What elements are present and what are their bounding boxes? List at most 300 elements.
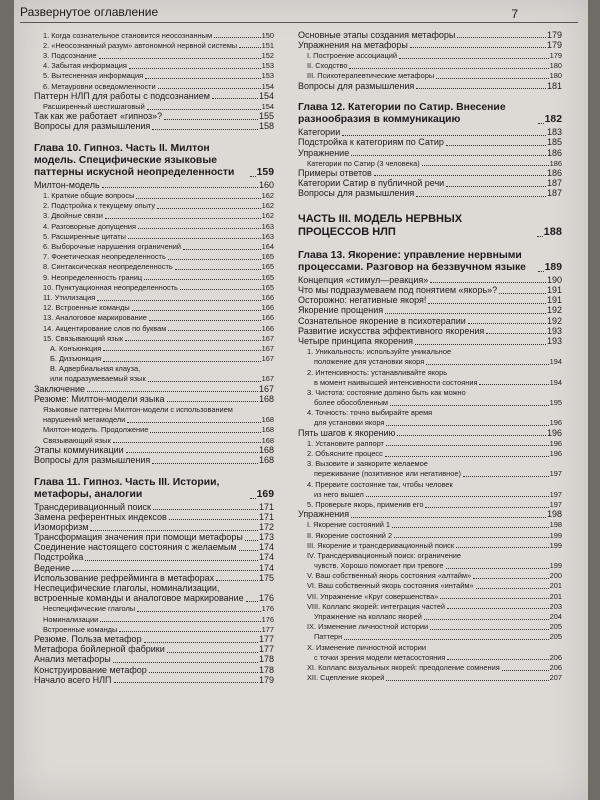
dot-leader <box>351 517 546 518</box>
entry-page: 199 <box>549 530 562 540</box>
entry-title: 4. Забытая информация <box>43 61 127 71</box>
entry-page: 174 <box>258 552 274 563</box>
dot-leader <box>374 175 546 176</box>
entry-title: Вопросы для размышления <box>34 454 151 465</box>
toc-entry <box>34 201 274 211</box>
entry-page: 162 <box>261 211 274 221</box>
toc-entry <box>34 273 274 283</box>
entry-page: 165 <box>261 282 274 292</box>
toc-entry <box>34 324 274 334</box>
entry-title: 15. Связывающий язык <box>43 333 124 343</box>
dot-leader <box>114 682 258 683</box>
entry-title: Глава 13. Якорение: управление нервными процессами. Разговор на беззвучном языке <box>298 249 526 273</box>
entry-title: Замена референтных индексов <box>34 511 167 522</box>
entry-title: 10. Пунктуационная неопределенность <box>43 282 178 292</box>
entry-page: 153 <box>261 61 274 71</box>
entry-page: 180 <box>549 71 562 81</box>
dot-leader <box>152 129 258 130</box>
dot-leader <box>410 47 546 48</box>
dot-leader <box>537 236 543 237</box>
entry-title: VII. Упражнение «Круг совершенства» <box>307 591 439 601</box>
dot-leader <box>344 639 548 640</box>
dot-leader <box>72 570 258 571</box>
toc-entry <box>34 122 274 132</box>
toc-entry <box>34 82 274 92</box>
dot-leader <box>157 208 261 209</box>
entry-title: Осторожно: негативные якоря! <box>298 295 427 306</box>
dot-leader <box>366 496 549 497</box>
entry-title: 2. Подстройка к текущему опыту <box>43 201 156 211</box>
dot-leader <box>424 619 549 620</box>
entry-page: 176 <box>261 614 274 624</box>
toc-entry <box>34 533 274 543</box>
toc-entry <box>298 51 562 61</box>
toc-entry <box>34 415 274 425</box>
toc-entry <box>298 418 562 428</box>
toc-entry <box>298 378 562 388</box>
entry-page: 185 <box>546 137 562 148</box>
entry-title: Заключение <box>34 383 85 394</box>
toc-entry <box>34 456 274 466</box>
entry-page: 198 <box>546 509 562 520</box>
toc-entry <box>34 604 274 614</box>
entry-title: Конструирование метафор <box>34 664 147 675</box>
entry-title: Так как же работает «гипноз»? <box>34 111 163 122</box>
toc-entry <box>298 169 562 179</box>
toc-entry <box>34 513 274 523</box>
dot-leader <box>212 98 258 99</box>
entry-title: Концепция «стимул—реакция» <box>298 274 429 285</box>
entry-title: Связывающий язык <box>43 435 111 445</box>
entry-page: 199 <box>549 540 562 550</box>
dot-leader <box>416 88 546 89</box>
entry-page: 166 <box>261 313 274 323</box>
entry-page: 168 <box>258 454 274 465</box>
toc-entry <box>298 337 562 347</box>
dot-leader <box>416 196 546 197</box>
entry-title: Подстройка к категориям по Сатир <box>298 137 444 148</box>
toc-entry <box>298 327 562 337</box>
dot-leader <box>538 271 544 272</box>
toc-entry <box>34 262 274 272</box>
toc-entry <box>34 615 274 625</box>
dot-leader <box>447 608 549 609</box>
entry-title: 3. Вызовите и заякорите желаемое <box>307 459 428 469</box>
toc-entry <box>298 368 562 378</box>
entry-page: 176 <box>258 593 274 604</box>
toc-entry <box>34 41 274 51</box>
entry-title: Развитие искусства эффективного якорения <box>298 325 485 336</box>
entry-page: 193 <box>546 335 562 346</box>
dot-leader <box>386 680 548 681</box>
dot-leader <box>85 560 258 561</box>
toc-entry <box>34 303 274 313</box>
entry-title: Вопросы для размышления <box>34 121 151 132</box>
entry-title: Изоморфизм <box>34 521 89 532</box>
toc-entry <box>34 102 274 112</box>
entry-title: 1. Установите раппорт <box>307 438 384 448</box>
dot-leader <box>250 498 256 499</box>
entry-title: Номинализации <box>43 614 99 624</box>
toc-entry <box>34 584 274 594</box>
dot-leader <box>430 282 546 283</box>
toc-entry <box>34 625 274 635</box>
dot-leader <box>386 425 548 426</box>
entry-page: 163 <box>261 231 274 241</box>
toc-entry <box>34 313 274 323</box>
toc-entry <box>298 61 562 71</box>
entry-page: 165 <box>261 272 274 282</box>
dot-leader <box>168 259 261 260</box>
toc-entry <box>298 306 562 316</box>
entry-title: В. Адвербиальная клауза, <box>50 364 141 374</box>
dot-leader <box>138 228 261 229</box>
toc-right-column <box>298 30 562 683</box>
dot-leader <box>456 547 549 548</box>
entry-page: 201 <box>549 581 562 591</box>
entry-title: VI. Ваш собственный якорь состояния «интайм» <box>307 581 474 591</box>
entry-title: ЧАСТЬ III. МОДЕЛЬ НЕРВНЫХ ПРОЦЕССОВ НЛП <box>298 212 463 238</box>
entry-page: 187 <box>546 178 562 189</box>
toc-entry <box>34 395 274 405</box>
dot-leader <box>425 507 548 508</box>
dot-leader <box>145 78 261 79</box>
dot-leader <box>538 123 544 124</box>
entry-title: Вопросы для размышления <box>298 188 415 199</box>
toc-entry <box>298 296 562 306</box>
dot-leader <box>150 432 260 433</box>
toc-entry <box>298 459 562 469</box>
entry-title: Глава 10. Гипноз. Часть II. Милтон модель. Специфические языковые паттерны искусной неопределенности <box>34 142 235 178</box>
entry-title: А. Конъюнкция <box>50 343 102 353</box>
entry-page: 197 <box>549 469 562 479</box>
entry-page: 204 <box>549 612 562 622</box>
entry-title: XII. Сцепление якорей <box>307 673 385 683</box>
dot-leader <box>446 568 549 569</box>
entry-page: 197 <box>549 499 562 509</box>
entry-page: 158 <box>258 121 274 132</box>
entry-page: 162 <box>261 191 274 201</box>
dot-leader <box>394 537 549 538</box>
entry-page: 166 <box>261 323 274 333</box>
dot-leader <box>183 249 261 250</box>
entry-page: 165 <box>261 252 274 262</box>
toc-entry <box>298 653 562 663</box>
dot-leader <box>125 340 261 341</box>
dot-leader <box>349 68 548 69</box>
entry-title: 4. Прервите состояние так, чтобы человек <box>307 479 453 489</box>
dot-leader <box>479 384 548 385</box>
entry-title: 3. Двойные связи <box>43 211 103 221</box>
entry-title: 3. Подсознание <box>43 50 97 60</box>
toc-entry <box>34 374 274 384</box>
entry-page: 181 <box>546 80 562 91</box>
entry-page: 167 <box>261 354 274 364</box>
toc-entry <box>34 71 274 81</box>
dot-leader <box>105 218 261 219</box>
toc-entry <box>34 92 274 102</box>
entry-title: 5. Проверьте якорь, применив его <box>307 499 424 509</box>
toc-entry <box>298 138 562 148</box>
dot-leader <box>457 37 546 38</box>
entry-title: Глава 12. Категории по Сатир. Внесение разнообразия в коммуникацию <box>298 102 506 126</box>
entry-page: 168 <box>258 444 274 455</box>
chapter-heading <box>298 102 562 126</box>
toc-entry <box>34 344 274 354</box>
toc-entry <box>298 592 562 602</box>
entry-title: Четыре принципа якорения <box>298 335 414 346</box>
toc-entry <box>298 571 562 581</box>
dot-leader <box>246 601 258 602</box>
dot-leader <box>351 155 546 156</box>
entry-page: 190 <box>546 274 562 285</box>
entry-title: 6. Выборочные нарушения ограничений <box>43 242 182 251</box>
entry-page: 171 <box>258 501 274 512</box>
toc-entry <box>34 283 274 293</box>
entry-title: II. Сходство <box>307 61 348 71</box>
entry-page: 199 <box>549 561 562 571</box>
dot-leader <box>180 289 261 290</box>
entry-page: 177 <box>261 624 274 634</box>
dot-leader <box>113 442 261 443</box>
toc-entry <box>34 574 274 584</box>
dot-leader <box>167 401 258 402</box>
entry-page: 154 <box>258 90 274 101</box>
entry-page: 179 <box>549 50 562 60</box>
entry-page: 192 <box>546 315 562 326</box>
dot-leader <box>476 588 549 589</box>
entry-page: 196 <box>546 427 562 438</box>
dot-leader <box>446 145 546 146</box>
dot-leader <box>486 333 546 334</box>
entry-title: Языковые паттерны Милтон-модели с использованием <box>43 405 233 414</box>
entry-title: 13. Аналоговое маркирование <box>43 313 147 323</box>
entry-page: 168 <box>258 393 274 404</box>
toc-entry <box>34 252 274 262</box>
dot-leader <box>169 519 258 520</box>
entry-title: 2. Интенсивность: устанавливайте якорь <box>307 367 448 377</box>
chapter-heading <box>34 477 274 501</box>
toc-entry <box>298 439 562 449</box>
toc-entry <box>298 643 562 653</box>
dot-leader <box>167 652 258 653</box>
toc-entry <box>34 191 274 201</box>
entry-title: в момент наивысшей интенсивности состояния <box>314 377 478 387</box>
toc-entry <box>34 232 274 242</box>
dot-leader <box>428 303 546 304</box>
entry-page: 150 <box>261 30 274 40</box>
toc-entry <box>298 510 562 520</box>
entry-title: Этапы коммуникации <box>34 444 124 455</box>
dot-leader <box>148 381 261 382</box>
dot-leader <box>102 187 258 188</box>
entry-page: 196 <box>549 449 562 459</box>
entry-page: 182 <box>544 114 562 126</box>
dot-leader <box>158 88 261 89</box>
toc-entry <box>34 553 274 563</box>
entry-title: Милтон-модель. Продолжение <box>43 425 149 435</box>
entry-title: IX. Изменение личностной истории <box>307 622 429 632</box>
toc-entry <box>298 520 562 530</box>
toc-entry <box>298 612 562 622</box>
toc-entry <box>34 446 274 456</box>
dot-leader <box>245 540 258 541</box>
dot-leader <box>149 320 261 321</box>
dot-leader <box>164 119 258 120</box>
dot-leader <box>113 662 258 663</box>
dot-leader <box>430 629 549 630</box>
entry-title: 3. Чистота: состояние должно быть как можно <box>307 387 466 397</box>
entry-page: 163 <box>261 221 274 231</box>
toc-entry <box>34 503 274 513</box>
entry-page: 159 <box>256 166 274 178</box>
toc-entry <box>34 51 274 61</box>
toc-entry <box>298 357 562 367</box>
dot-leader <box>132 310 261 311</box>
entry-page: 191 <box>546 285 562 296</box>
entry-page: 194 <box>549 377 562 387</box>
entry-page: 167 <box>258 383 274 394</box>
toc-entry <box>298 317 562 327</box>
entry-title: Категории Сатир в публичной речи <box>298 178 445 189</box>
entry-title: положение для установки якоря <box>314 357 425 367</box>
dot-leader <box>144 279 261 280</box>
entry-title: Категории по Сатир (3 человека) <box>307 158 420 168</box>
entry-title: 12. Встроенные команды <box>43 303 130 313</box>
toc-entry <box>34 242 274 252</box>
dot-leader <box>250 176 256 177</box>
entry-page: 205 <box>549 632 562 642</box>
toc-entry <box>34 354 274 364</box>
toc-entry <box>298 408 562 418</box>
toc-entry <box>298 541 562 551</box>
dot-leader <box>436 78 549 79</box>
entry-title: Неспецифические глаголы, номинализации, <box>34 583 220 594</box>
toc-entry <box>34 645 274 655</box>
entry-page: 192 <box>546 305 562 316</box>
dot-leader <box>415 344 546 345</box>
entry-title: 7. Фонетическая неопределенность <box>43 252 166 262</box>
toc-entry <box>34 211 274 221</box>
toc-entry <box>34 564 274 574</box>
entry-title: II. Якорение состояний 2 <box>307 530 393 540</box>
entry-title: I. Якорение состояний 1 <box>307 520 391 530</box>
chapter-heading <box>34 143 274 179</box>
entry-title: Упражнения <box>298 509 350 520</box>
part-heading <box>298 213 562 239</box>
entry-page: 183 <box>546 127 562 138</box>
dot-leader <box>97 300 260 301</box>
toc-entry <box>298 286 562 296</box>
entry-title: Неспецифические глаголы <box>43 604 136 614</box>
dot-leader <box>499 293 546 294</box>
entry-title: Трансформация значения при помощи метафоры <box>34 532 243 543</box>
entry-title: 14. Акцентирование слов по буквам <box>43 323 167 333</box>
entry-page: 173 <box>258 532 274 543</box>
entry-title: встроенные команды и аналоговое маркирование <box>34 593 244 604</box>
entry-page: 166 <box>261 292 274 302</box>
entry-title: X. Изменение личностной истории <box>307 642 427 652</box>
entry-page: 201 <box>549 591 562 601</box>
dot-leader <box>128 238 261 239</box>
dot-leader <box>342 135 546 136</box>
dot-leader <box>90 530 258 531</box>
entry-title: Встроенные команды <box>43 624 118 634</box>
running-header <box>20 2 578 23</box>
entry-title: 4. Разговорные допущения <box>43 221 137 231</box>
toc-entry <box>298 551 562 561</box>
dot-leader <box>152 463 258 464</box>
entry-page: 178 <box>258 664 274 675</box>
toc-entry <box>34 334 274 344</box>
toc-entry <box>298 490 562 500</box>
dot-leader <box>386 445 549 446</box>
toc-entry <box>298 480 562 490</box>
dot-leader <box>239 550 258 551</box>
dot-leader <box>153 509 258 510</box>
entry-page: 167 <box>261 374 274 384</box>
entry-page: 187 <box>546 188 562 199</box>
toc-entry <box>298 632 562 642</box>
entry-page: 151 <box>261 40 274 50</box>
dot-leader <box>397 435 546 436</box>
toc-entry <box>298 469 562 479</box>
dot-leader <box>99 58 261 59</box>
entry-page: 154 <box>261 81 274 91</box>
entry-page: 167 <box>261 333 274 343</box>
entry-page: 196 <box>549 418 562 428</box>
toc-entry <box>298 347 562 357</box>
entry-page: 179 <box>546 29 562 40</box>
toc-entry <box>298 31 562 41</box>
entry-page: 152 <box>261 50 274 60</box>
entry-page: 189 <box>544 261 562 273</box>
entry-title: V. Ваш собственный якорь состояния «алтайм» <box>307 571 472 581</box>
dot-leader <box>447 659 548 660</box>
dot-leader <box>422 165 549 166</box>
toc-entry <box>34 436 274 446</box>
toc-entry <box>298 71 562 81</box>
entry-title: Основные этапы создания метафоры <box>298 29 456 40</box>
entry-title: 11. Утилизация <box>43 292 96 302</box>
entry-title: Трансдеривационный поиск <box>34 501 151 512</box>
dot-leader <box>137 611 261 612</box>
dot-leader <box>149 672 258 673</box>
entry-page: 177 <box>258 644 274 655</box>
entry-title: Расширенный шестишаговый <box>43 101 145 111</box>
entry-title: из него вышел <box>314 489 364 499</box>
entry-page: 188 <box>543 225 562 238</box>
entry-title: Пять шагов к якорению <box>298 427 396 438</box>
entry-title: Упражнение на коллапс якорей <box>314 612 422 622</box>
toc-entry <box>298 276 562 286</box>
entry-title: Примеры ответов <box>298 167 372 178</box>
entry-page: 167 <box>261 343 274 353</box>
entry-title: I. Построение ассоциаций <box>307 50 398 60</box>
entry-page: 166 <box>261 303 274 313</box>
toc-entry <box>298 149 562 159</box>
toc-entry <box>34 676 274 686</box>
entry-title: Б. Дизъюнкция <box>50 354 102 364</box>
entry-title: 4. Точность: точно выбирайте время <box>307 408 433 418</box>
entry-page: 198 <box>549 520 562 530</box>
entry-page: 196 <box>549 438 562 448</box>
toc-entry <box>34 31 274 41</box>
entry-page: 177 <box>258 633 274 644</box>
entry-title: 6. Метауровни осведомленности <box>43 81 156 91</box>
entry-page: 179 <box>258 674 274 685</box>
entry-title: 1. Краткие общие вопросы <box>43 191 135 201</box>
